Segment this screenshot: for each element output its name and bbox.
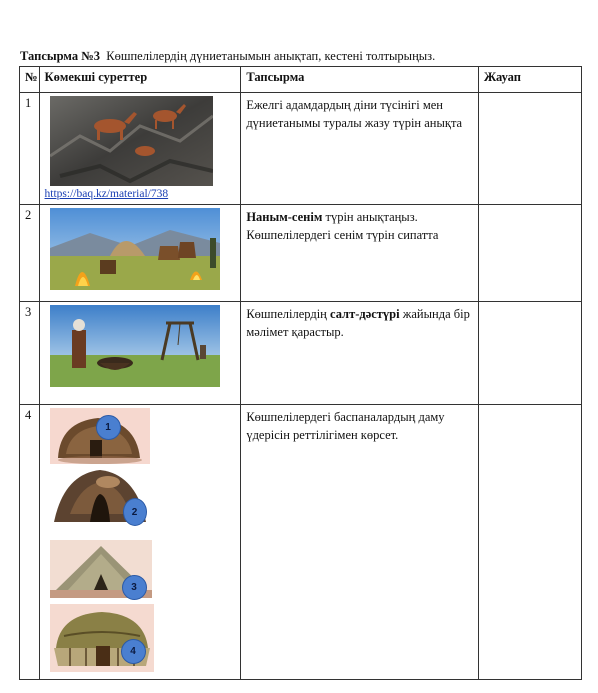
answer-cell[interactable] [478,405,581,680]
images-cell [39,205,241,302]
row-number: 2 [20,205,40,302]
images-cell [39,302,241,405]
task-cell [241,93,479,205]
task-text: түрін анықтаңыз. Көшпелілердегі сенім түрін сипатта [246,210,439,242]
task-text: Көшпелілердегі баспаналардың даму үдерісін реттілігімен көрсет. [246,410,445,442]
tradition-swing-image [50,305,220,387]
table-row [20,405,582,680]
task-table [19,66,582,680]
sequence-badge-2: 2 [123,498,147,526]
task-bold-term: салт-дәстүрі [330,307,400,321]
row-number: 3 [20,302,40,405]
petroglyph-image [50,96,213,186]
row-number: 4 [20,405,40,680]
row-number: 1 [20,93,40,205]
sequence-badge-3: 3 [122,575,147,600]
column-header-images: Көмекші суреттер [39,67,241,93]
task-cell [241,302,479,405]
task-heading-text: Көшпелілердің дүниетанымын анықтап, кестені толтырыңыз. [106,49,436,63]
task-bold-term: Наным-сенім [246,210,323,224]
images-cell [39,93,241,205]
source-link[interactable]: https://baq.kz/material/738 [44,188,169,200]
task-text: жайында бір мәлімет қарастыр. [246,307,470,339]
sequence-badge-1: 1 [96,415,121,440]
answer-cell[interactable] [478,302,581,405]
answer-cell[interactable] [478,93,581,205]
nomad-camp-fire-image [50,208,220,290]
task-heading [20,49,435,64]
table-header-row [20,67,582,93]
task-heading-label: Тапсырма №3 [20,49,100,63]
table-row [20,205,582,302]
column-header-number: № [20,67,40,93]
column-header-answer: Жауап [478,67,581,93]
task-text: Ежелгі адамдардың діни түсінігі мен дүниетанымы туралы жазу түрін анықта [246,98,463,130]
task-cell [241,405,479,680]
answer-cell[interactable] [478,205,581,302]
table-row [20,93,582,205]
table-row [20,302,582,405]
task-cell [241,205,479,302]
images-cell [39,405,241,680]
column-header-task: Тапсырма [241,67,479,93]
sequence-badge-4: 4 [121,639,146,664]
task-text-plain: Көшпелілердің [246,307,330,321]
